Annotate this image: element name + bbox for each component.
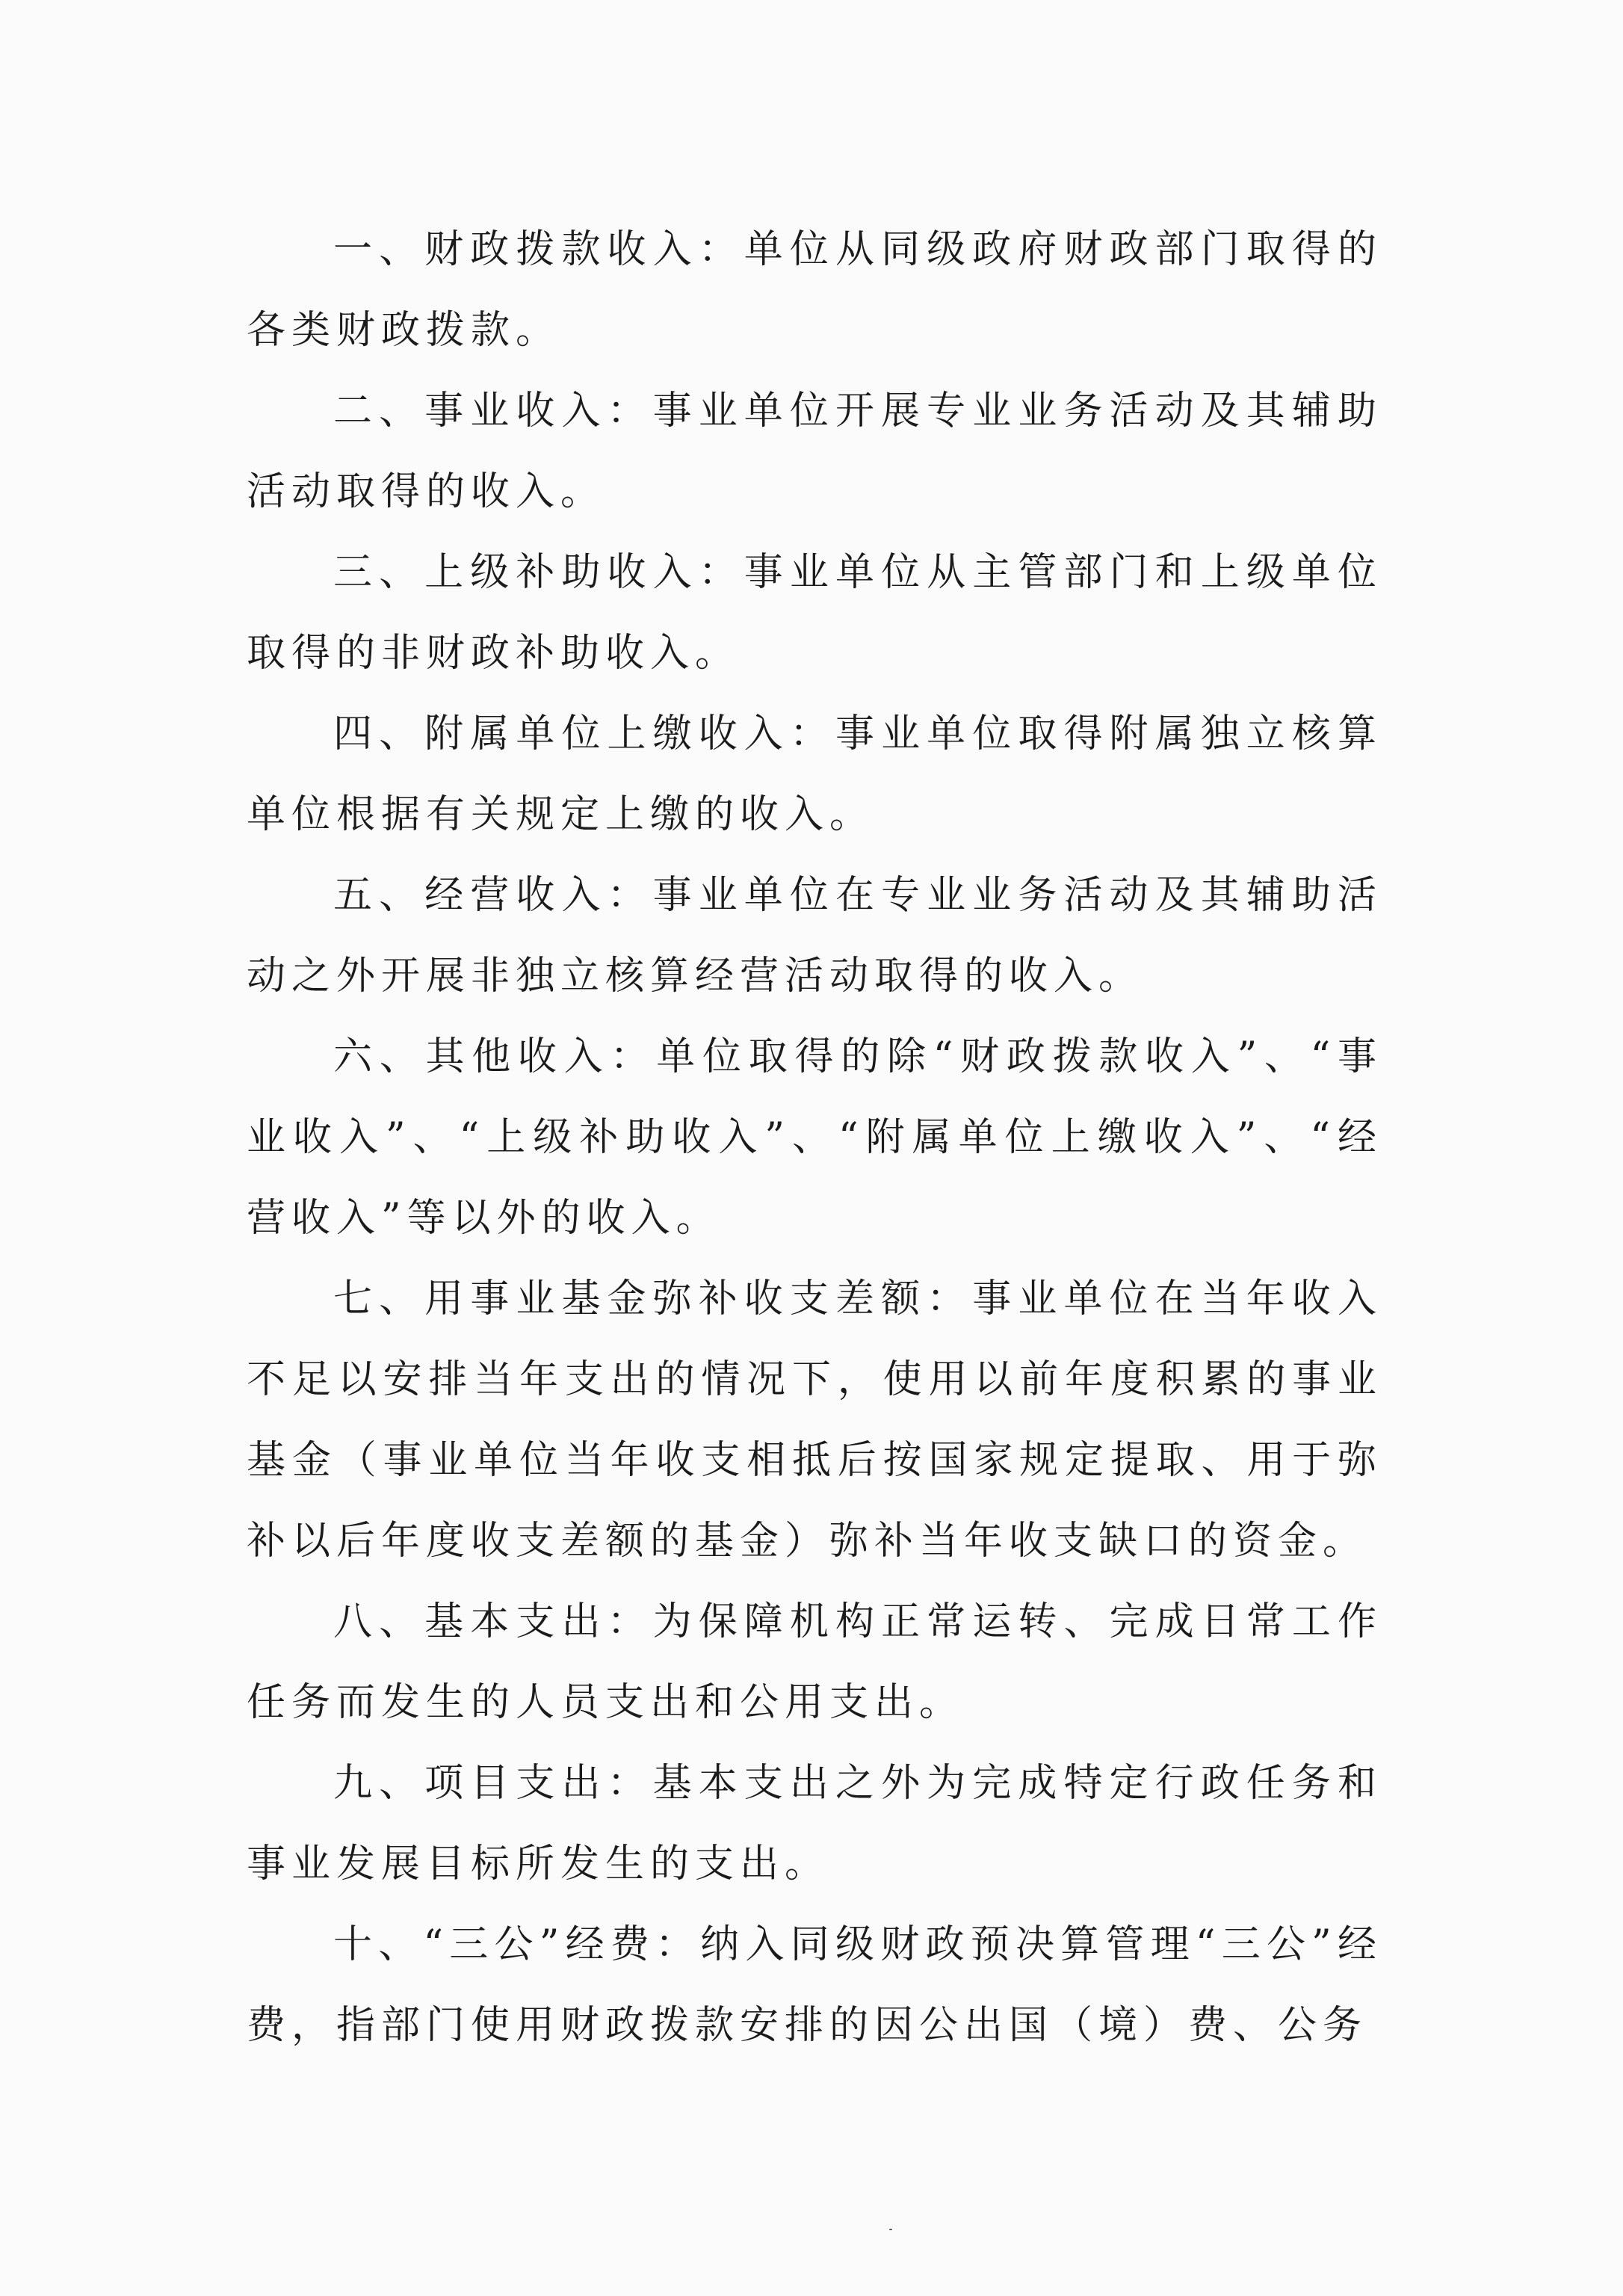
paragraph-6: 六、其他收入：单位取得的除“财政拨款收入”、“事业收入”、“上级补助收入”、“附属单位上缴收入”、“经营收入”等以外的收入。 [247,1034,1382,1241]
paragraph-7: 七、用事业基金弥补收支差额：事业单位在当年收入不足以安排当年支出的情况下，使用以前年度积累的事业基金（事业单位当年收支相抵后按国家规定提取、用于弥补以后年度收支差额的基金）弥补当年收支缺口的资金。 [247,1277,1382,1564]
scan-speck [889,2229,892,2230]
paragraph-1: 一、财政拨款收入：单位从同级政府财政部门取得的各类财政拨款。 [247,227,1382,353]
paragraph-9: 九、项目支出：基本支出之外为完成特定行政任务和事业发展目标所发生的支出。 [247,1761,1382,1886]
document-body [247,209,1382,2066]
paragraph-8: 八、基本支出：为保障机构正常运转、完成日常工作任务而发生的人员支出和公用支出。 [247,1599,1382,1725]
paragraph-2: 二、事业收入：事业单位开展专业业务活动及其辅助活动取得的收入。 [247,389,1382,514]
paragraph-10: 十、“三公”经费：纳入同级财政预决算管理“三公”经费，指部门使用财政拨款安排的因公出国（境）费、公务 [247,1922,1382,2048]
paragraph-5: 五、经营收入：事业单位在专业业务活动及其辅助活动之外开展非独立核算经营活动取得的收入。 [247,873,1382,999]
paragraph-4: 四、附属单位上缴收入：事业单位取得附属独立核算单位根据有关规定上缴的收入。 [247,712,1382,837]
paragraph-3: 三、上级补助收入：事业单位从主管部门和上级单位取得的非财政补助收入。 [247,550,1382,676]
